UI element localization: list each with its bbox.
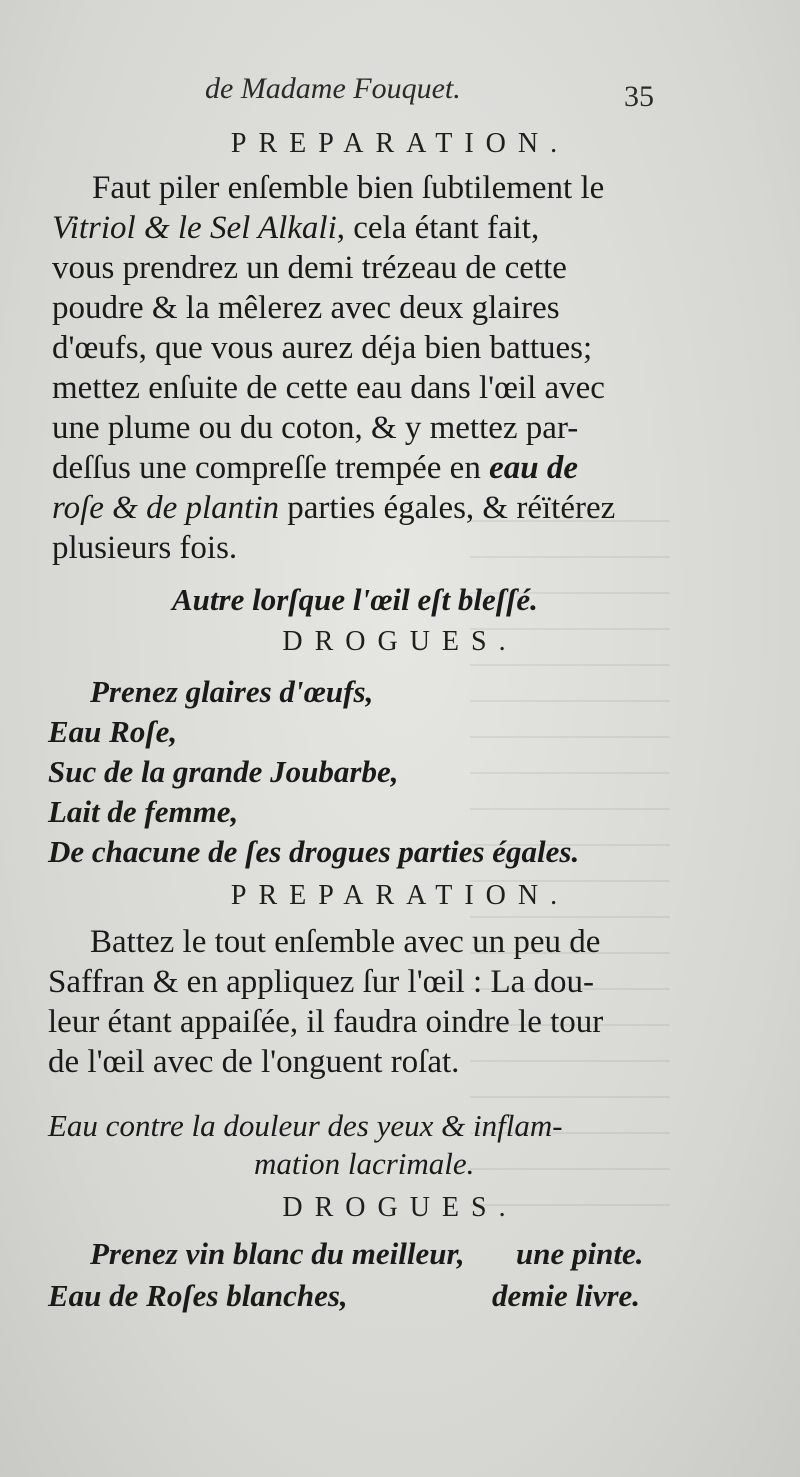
body-line-8: deſſus une compreſſe trempée en eau de xyxy=(52,450,578,486)
body-line-2: Vitriol & le Sel Alkali, cela étant fait, xyxy=(52,210,540,246)
drug-item-5: De chacune de ſes drogues parties égales. xyxy=(48,834,580,869)
body-line-1: Faut piler enſemble bien ſubtilement le xyxy=(92,170,605,206)
prep-line-3: leur étant appaiſée, il faudra oindre le tour xyxy=(48,1004,604,1040)
prep-line-1: Battez le tout enſemble avec un peu de xyxy=(90,924,601,960)
remedy-title: Autre lorſque l'œil eſt bleſſé. xyxy=(172,582,538,617)
body-line-7: une plume ou du coton, & y mettez par- xyxy=(52,410,579,446)
running-header: de Madame Fouquet. xyxy=(205,72,461,105)
body-line-10: plusieurs fois. xyxy=(52,530,238,566)
prep-line-4: de l'œil avec de l'onguent roſat. xyxy=(48,1044,460,1080)
remedy-title-2-line-1: Eau contre la douleur des yeux & inflam- xyxy=(48,1108,563,1143)
drug-item-4: Lait de femme, xyxy=(48,794,239,829)
drug-item-3: Suc de la grande Joubarbe, xyxy=(48,754,399,789)
body-line-6: mettez enſuite de cette eau dans l'œil avec xyxy=(52,370,605,406)
drug-item-qty-7: demie livre. xyxy=(492,1278,641,1313)
section-heading-drogues-2: DROGUES. xyxy=(282,1192,518,1223)
drug-item-qty-6: une pinte. xyxy=(516,1236,644,1271)
body-line-5: d'œufs, que vous aurez déja bien battues; xyxy=(52,330,593,366)
drug-item-1: Prenez glaires d'œufs, xyxy=(90,674,374,709)
section-heading-preparation-2: PREPARATION. xyxy=(230,880,570,911)
prep-line-2: Saffran & en appliquez ſur l'œil : La dou- xyxy=(48,964,595,1000)
drug-item-2: Eau Roſe, xyxy=(48,714,178,749)
drug-item-name-6: Prenez vin blanc du meilleur, xyxy=(90,1236,465,1271)
body-line-3: vous prendrez un demi trézeau de cette xyxy=(52,250,567,286)
drug-item-name-7: Eau de Roſes blanches, xyxy=(48,1278,348,1313)
section-heading-drogues: DROGUES. xyxy=(282,626,518,657)
page-number: 35 xyxy=(624,80,654,113)
remedy-title-2-line-2: mation lacrimale. xyxy=(254,1146,475,1181)
body-line-4: poudre & la mêlerez avec deux glaires xyxy=(52,290,560,326)
section-heading-preparation: PREPARATION. xyxy=(230,128,570,159)
body-line-9: roſe & de plantin parties égales, & réïtérez xyxy=(52,490,616,526)
